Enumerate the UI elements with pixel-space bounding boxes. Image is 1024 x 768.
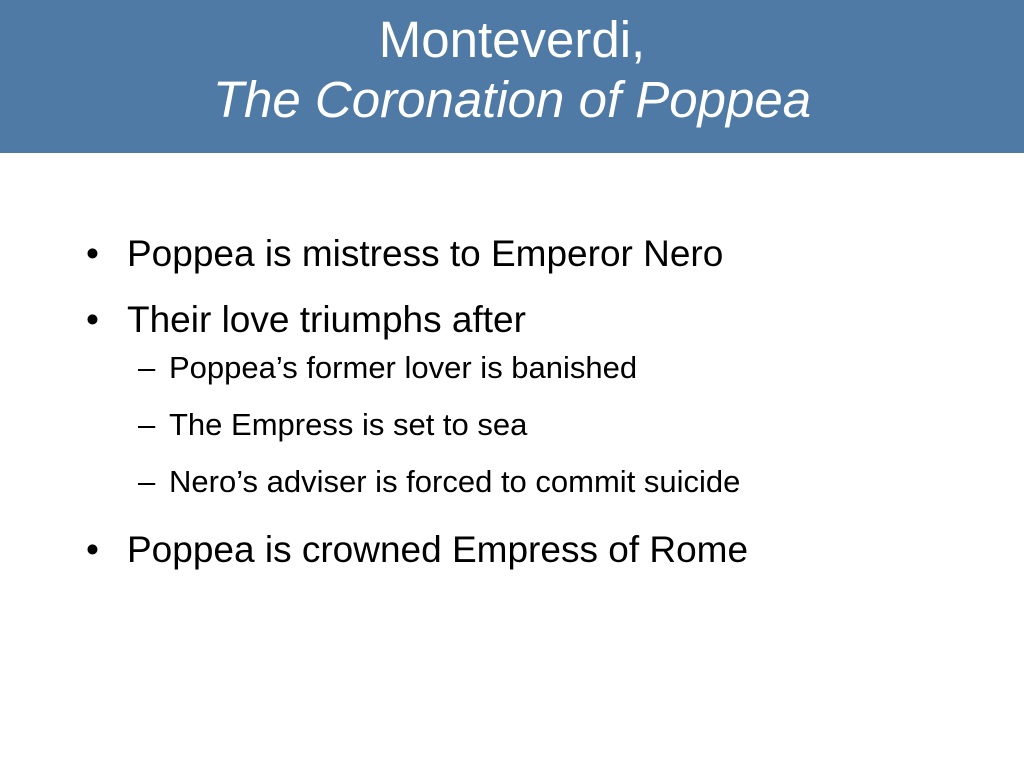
bullet-text: Poppea is crowned Empress of Rome — [127, 529, 749, 570]
bullet-list — [86, 232, 986, 594]
bullet-icon: • — [86, 299, 99, 340]
sub-bullet-text: Nero’s adviser is forced to commit suicide — [169, 464, 741, 499]
title-line-work: The Coronation of Poppea — [212, 71, 812, 128]
bullet-text: Their love triumphs after — [127, 299, 526, 340]
dash-icon: – — [138, 350, 156, 385]
title-band — [0, 0, 1024, 153]
bullet-text: Poppea is mistress to Emperor Nero — [127, 233, 724, 274]
slide-title — [0, 10, 1024, 130]
bullet-item — [86, 232, 986, 276]
bullet-icon: • — [86, 529, 99, 570]
title-line-composer: Monteverdi, — [378, 11, 646, 68]
sub-bullet-item — [86, 407, 986, 443]
bullet-item — [86, 298, 986, 342]
sub-bullet-text: Poppea’s former lover is banished — [169, 350, 638, 385]
sub-bullet-item — [86, 350, 986, 386]
bullet-icon: • — [86, 233, 99, 274]
sub-bullet-item — [86, 464, 986, 500]
bullet-item — [86, 528, 986, 572]
sub-bullet-list — [86, 350, 986, 500]
dash-icon: – — [138, 464, 156, 499]
dash-icon: – — [138, 407, 156, 442]
sub-bullet-text: The Empress is set to sea — [169, 407, 528, 442]
